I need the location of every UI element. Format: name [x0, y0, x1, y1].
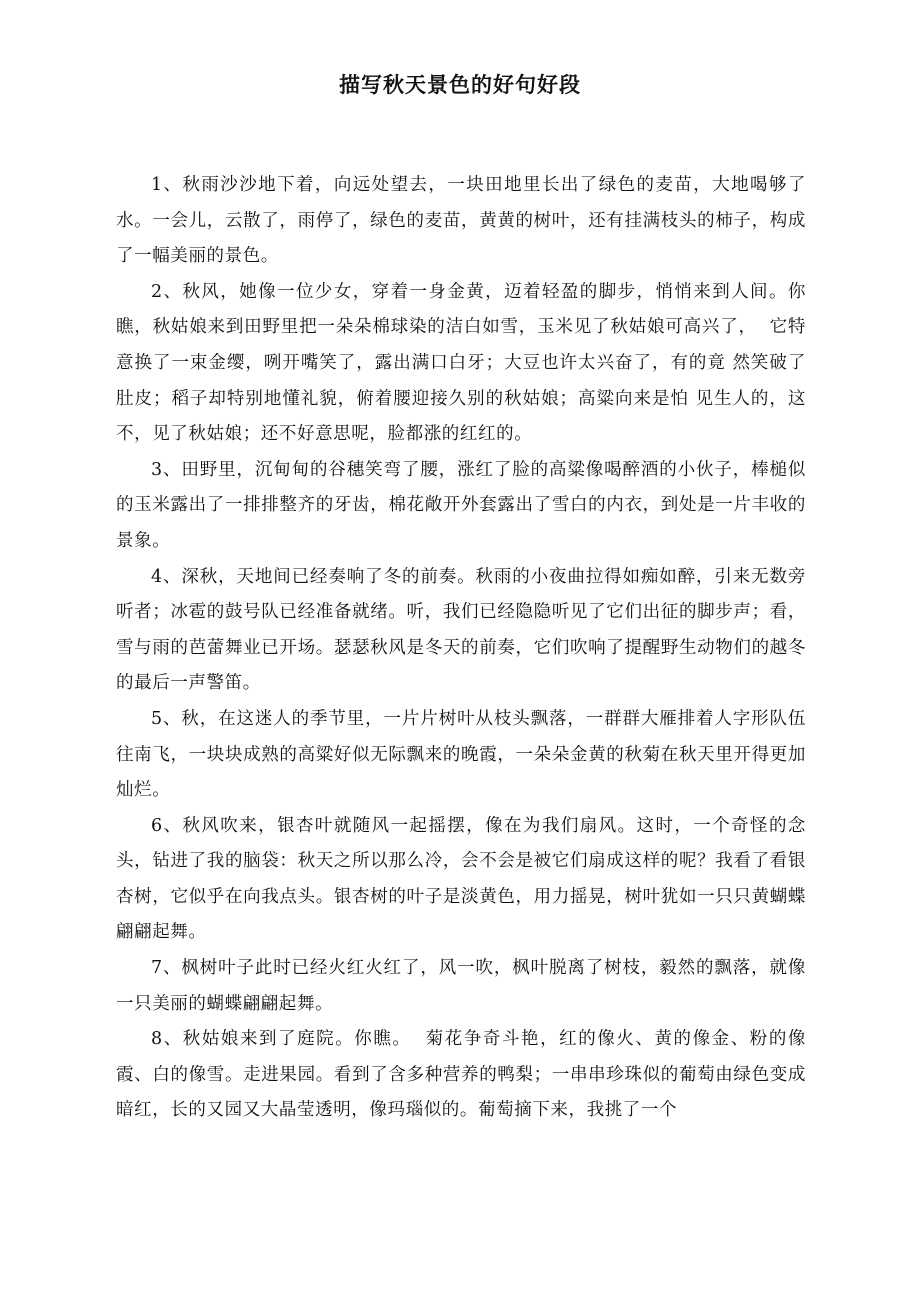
paragraph-8: 8、秋姑娘来到了庭院。你瞧。 菊花争奇斗艳，红的像火、黄的像金、粉的像霞、白的像雪。走进果园。看到了含多种营养的鸭梨；一串串珍珠似的葡萄由绿色变成暗红，长的又园又大晶莹透明，像玛瑙似的。葡萄摘下来，我挑了一个 [116, 1029, 806, 1121]
paragraph-6: 6、秋风吹来，银杏叶就随风一起摇摆，像在为我们扇风。这时，一个奇怪的念头，钻进了我的脑袋：秋天之所以那么冷，会不会是被它们扇成这样的呢？我看了看银杏树，它似乎在向我点头。银杏树的叶子是淡黄色，用力摇晃，树叶犹如一只只黄蝴蝶翩翩起舞。 [116, 815, 806, 943]
paragraph-4: 4、深秋，天地间已经奏响了冬的前奏。秋雨的小夜曲拉得如痴如醉，引来无数旁听者；冰雹的鼓号队已经准备就绪。听，我们已经隐隐听见了它们出征的脚步声；看，雪与雨的芭蕾舞业已开场。瑟瑟秋风是冬天的前奏，它们吹响了提醒野生动物们的越冬的最后一声警笛。 [116, 566, 806, 694]
paragraph-1: 1、秋雨沙沙地下着，向远处望去，一块田地里长出了绿色的麦苗，大地喝够了水。一会儿，云散了，雨停了，绿色的麦苗，黄黄的树叶，还有挂满枝头的柿子，构成了一幅美丽的景色。 [116, 175, 806, 267]
paragraph-3: 3、田野里，沉甸甸的谷穗笑弯了腰，涨红了脸的高粱像喝醉酒的小伙子，棒槌似的玉米露出了一排排整齐的牙齿，棉花敞开外套露出了雪白的内衣，到处是一片丰收的景象。 [116, 459, 806, 551]
document-title: 描写秋天景色的好句好段 [339, 73, 581, 97]
document-body [116, 168, 806, 1129]
paragraph-7: 7、枫树叶子此时已经火红火红了，风一吹，枫叶脱离了树枝，毅然的飘落，就像一只美丽的蝴蝶翩翩起舞。 [116, 958, 806, 1014]
paragraph-2: 2、秋风，她像一位少女，穿着一身金黄，迈着轻盈的脚步，悄悄来到人间。你瞧，秋姑娘来到田野里把一朵朵棉球染的洁白如雪，玉米见了秋姑娘可高兴了， 它特意换了一束金缨，咧开嘴笑了，露出满口白牙；大豆也许太兴奋了，有的竟 然笑破了肚皮；稻子却特别地懂礼貌，俯着腰迎接久别的秋姑娘；高粱向来是怕 见生人的，这不，见了秋姑娘；还不好意思呢，脸都涨的红红的。 [116, 281, 806, 445]
paragraph-5: 5、秋，在这迷人的季节里，一片片树叶从枝头飘落，一群群大雁排着人字形队伍往南飞，一块块成熟的高粱好似无际飘来的晚霞，一朵朵金黄的秋菊在秋天里开得更加灿烂。 [116, 708, 806, 801]
